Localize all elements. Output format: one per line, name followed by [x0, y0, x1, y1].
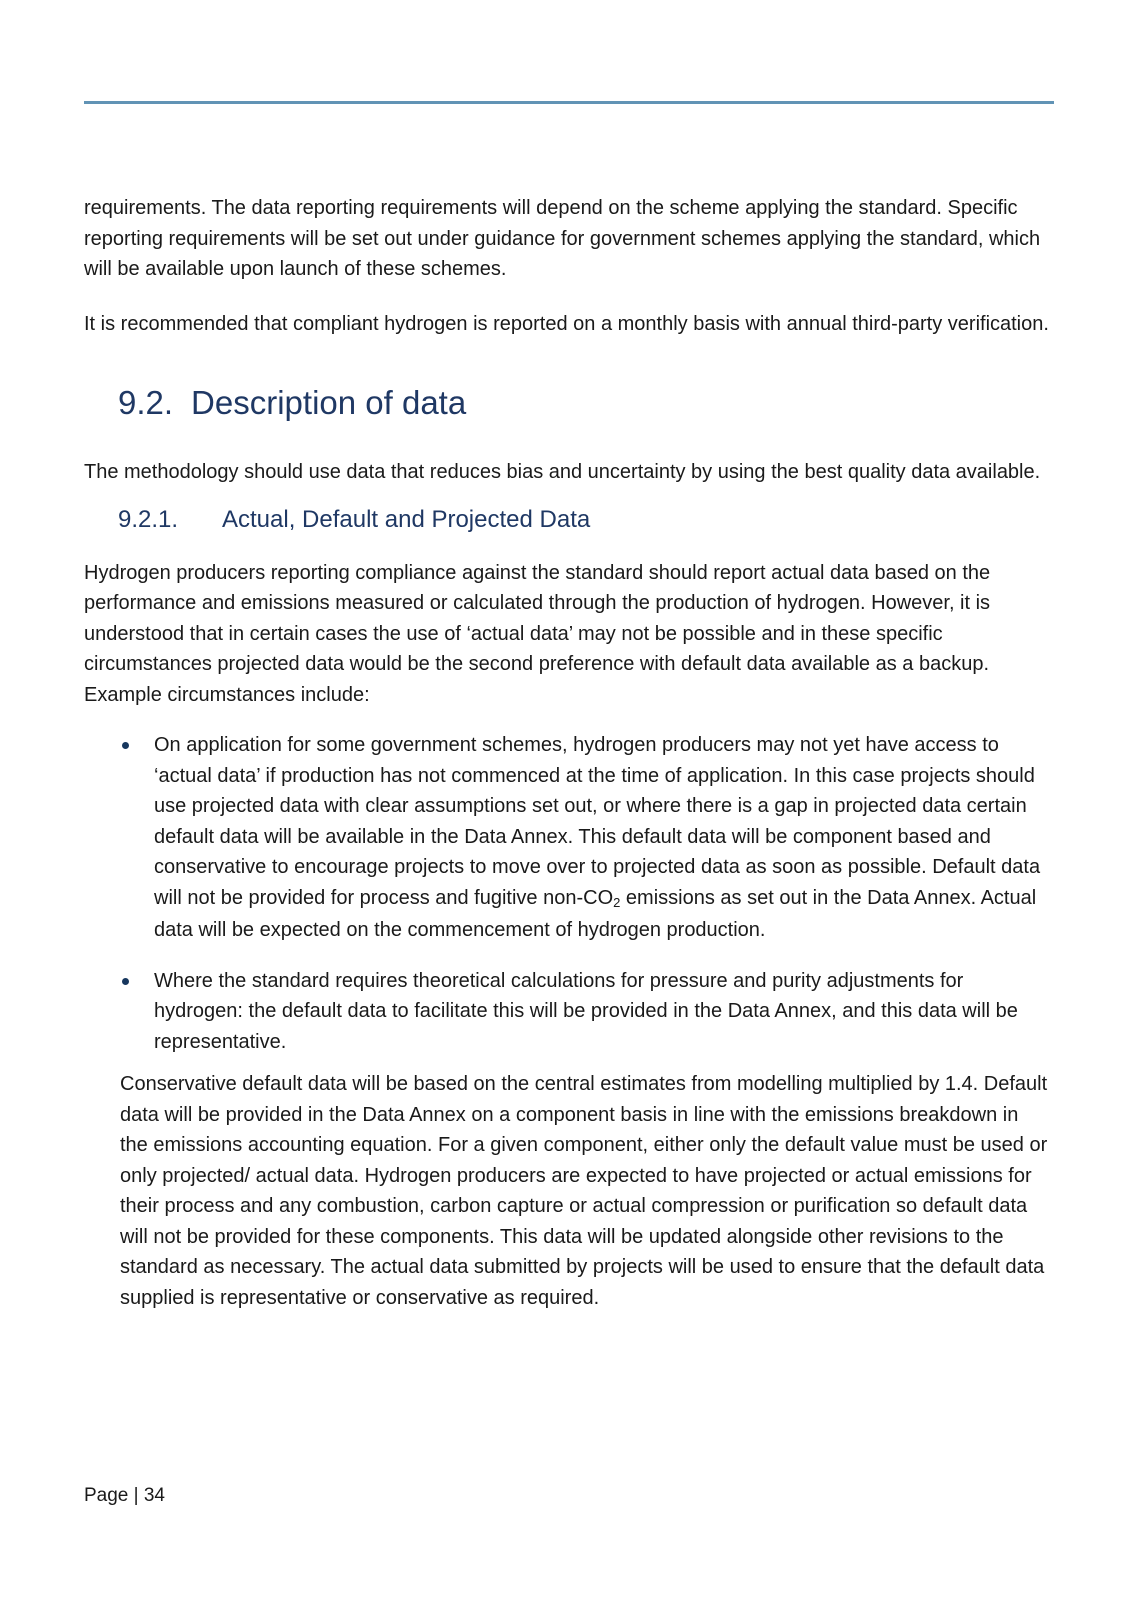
paragraph-conservative-default-data: Conservative default data will be based on the central estimates from modelling multiplied by 1.4. Default data will be provided in the Data Annex on a component basis in line with the emissions breakdown in the emissions accounting equation. For a given component, either only the default value must be used or only projected/ actual data. Hydrogen producers are expected to have projected or actual emissions for their process and any combustion, carbon capture or actual compression or purification so default data will not be provided for these components. This data will be updated alongside other revisions to the standard as necessary. The actual data submitted by projects will be used to ensure that the default data supplied is representative or conservative as required. — [120, 1073, 1048, 1309]
list-item-text: On application for some government schemes, hydrogen producers may not yet have access to ‘actual data’ if production has not commenced at the time of application. In this case projects should use projected data with clear assumptions set out, or where there is a gap in projected data certain default data will be available in the Data Annex. This default data will be component based and conservative to encourage projects to move over to projected data as soon as possible. Default data will not be provided for process and fugitive non-CO — [154, 734, 1041, 909]
section-heading — [118, 383, 1050, 423]
paragraph-reporting-requirements: requirements. The data reporting requirements will depend on the scheme applying the standard. Specific reporting requirements will be set out under guidance for government schemes applying the standard, which will be available upon launch of these schemes. — [84, 197, 1041, 280]
subscript-two: 2 — [613, 894, 621, 910]
paragraph-methodology: The methodology should use data that reduces bias and uncertainty by using the best quality data available. — [84, 461, 1041, 483]
paragraph-monthly-reporting: It is recommended that compliant hydrogen is reported on a monthly basis with annual third-party verification. — [84, 312, 1049, 335]
list-item-text: emissions as set out in the Data Annex. Actual data will be expected on the commencement of hydrogen production. — [154, 886, 1037, 941]
subsection-number: 9.2.1. — [118, 505, 179, 533]
page-content — [84, 0, 1050, 1313]
subsection-heading — [118, 504, 1050, 536]
bullet-icon — [122, 742, 129, 749]
bullet-list — [84, 730, 1050, 1057]
paragraph-hydrogen-producers: Hydrogen producers reporting compliance against the standard should report actual data based on the performance and emissions measured or calculated through the production of hydrogen. However, it is understood that in certain cases the use of ‘actual data’ may not be possible and in these specific circumstances projected data would be the second preference with default data available as a backup. Example circumstances include: — [84, 561, 991, 706]
bullet-icon — [122, 978, 129, 985]
section-number: 9.2. — [118, 384, 174, 421]
page-number: Page | 34 — [84, 1485, 166, 1506]
list-item-text: Where the standard requires theoretical calculations for pressure and purity adjustments for hydrogen: the default data to facilitate this will be provided in the Data Annex, and this data will be representative. — [154, 969, 1018, 1053]
list-item — [84, 730, 1050, 946]
section-title: Description of data — [191, 384, 467, 421]
subsection-title: Actual, Default and Projected Data — [222, 505, 591, 533]
list-item — [84, 966, 1050, 1058]
